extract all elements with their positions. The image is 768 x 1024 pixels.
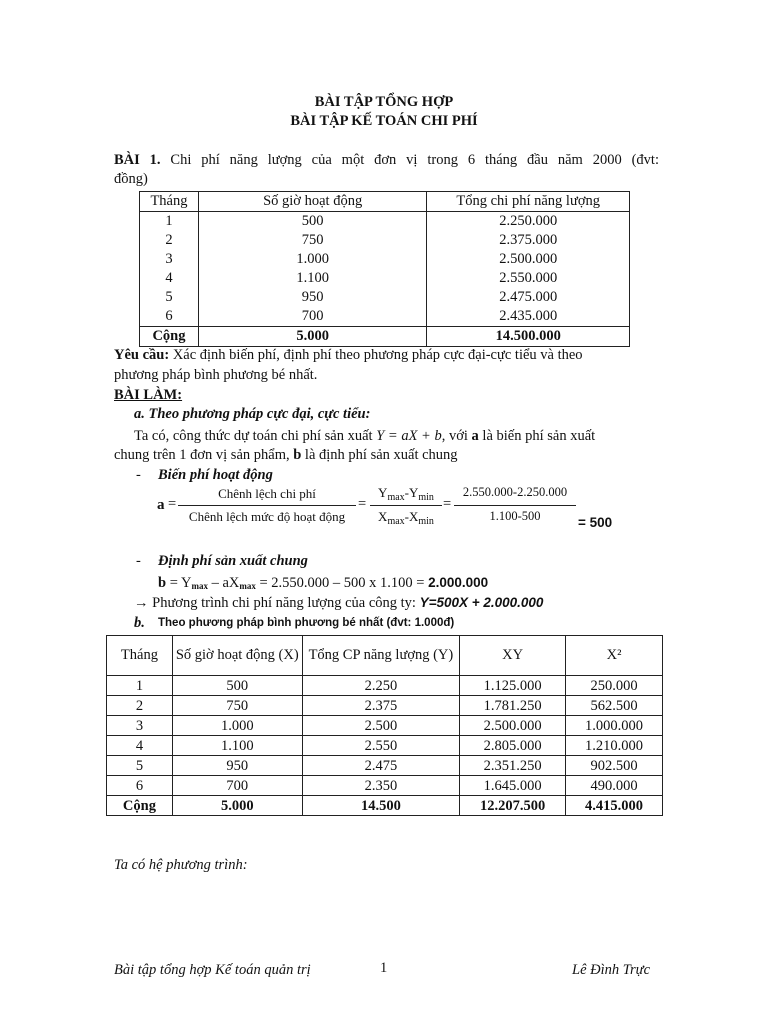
col-header-chiphi: Tổng chi phí năng lượng [427, 192, 630, 212]
table-cell: 1 [140, 212, 199, 232]
frac2-ymin-sub: min [418, 492, 434, 503]
b-result: 2.000.000 [428, 575, 489, 590]
table-cell: 1.100 [198, 269, 426, 288]
total-cell: 14.500 [302, 796, 460, 816]
formula-a-lhs: a [157, 497, 165, 513]
formula-eq-2: = [358, 496, 367, 512]
section-b-heading: Theo phương pháp bình phương bé nhất (đvt: 1.000đ) [158, 617, 455, 629]
table-cell: 2.350 [302, 776, 460, 796]
table-cell: 3 [140, 250, 199, 269]
yeucau-line2: phương pháp bình phương bé nhất. [114, 367, 318, 383]
total-cell: 5.000 [198, 327, 426, 347]
doc-subtitle: BÀI TẬP KẾ TOÁN CHI PHÍ [290, 113, 478, 129]
b-formula-line [158, 575, 488, 592]
table-cell: 750 [172, 696, 302, 716]
formula-eq-3: = [443, 496, 452, 512]
table-cell: 2 [107, 696, 173, 716]
table-cell: 2.375 [302, 696, 460, 716]
para1-line1 [134, 428, 660, 445]
table-row [140, 288, 630, 307]
table-cell: 2.500.000 [427, 250, 630, 269]
total-cell: 14.500.000 [427, 327, 630, 347]
total-cell: 5.000 [172, 796, 302, 816]
table-cell: 5 [140, 288, 199, 307]
frac2-numerator [370, 485, 442, 503]
table-row [107, 676, 663, 696]
para1-text-c: là biến phí sản xuất [478, 428, 596, 444]
frac2-bar [370, 505, 442, 506]
t2-header-y: Tổng CP năng lượng (Y) [302, 636, 460, 676]
table-cell: 1.000 [172, 716, 302, 736]
table-cell: 1.645.000 [460, 776, 566, 796]
table-cell: 4 [140, 269, 199, 288]
dinhphi-heading: Định phí sản xuất chung [158, 553, 308, 569]
total-cell: Cộng [140, 327, 199, 347]
table-cell: 250.000 [566, 676, 663, 696]
table-cell: 2.250.000 [427, 212, 630, 232]
footer-left: Bài tập tổng hợp Kế toán quản trị [114, 962, 311, 978]
para1-line2 [114, 447, 458, 464]
hept-text: Ta có hệ phương trình: [114, 857, 248, 873]
frac2-y: Y [378, 485, 388, 500]
table-cell: 2.375.000 [427, 231, 630, 250]
table-cell: 2.805.000 [460, 736, 566, 756]
bullet-dash-1: - [136, 467, 141, 483]
para1-text-a: Ta có, công thức dự toán chi phí sản xuất [134, 428, 377, 444]
table-cell: 902.500 [566, 756, 663, 776]
bai1-label: BÀI 1. [114, 152, 161, 168]
yeucau-line1 [114, 347, 583, 364]
table-cell: 950 [172, 756, 302, 776]
frac2-xmax-sub: max [387, 516, 405, 527]
table-cell: 500 [198, 212, 426, 232]
table-cell: 5 [107, 756, 173, 776]
table-cell: 3 [107, 716, 173, 736]
t2-header-thang: Tháng [107, 636, 173, 676]
table-cell: 4 [107, 736, 173, 756]
table-cell: 490.000 [566, 776, 663, 796]
table-cell: 6 [107, 776, 173, 796]
table-cell: 2.475 [302, 756, 460, 776]
equation-line [134, 595, 543, 612]
var-a: a [471, 428, 479, 444]
energy-cost-table [139, 191, 630, 347]
bai1-intro-line1 [114, 152, 659, 169]
frac2-xmin-sub: min [418, 516, 434, 527]
table-cell: 950 [198, 288, 426, 307]
table-cell: 1.000 [198, 250, 426, 269]
cost-formula: Y = aX + b [376, 428, 442, 444]
table-cell: 2.550.000 [427, 269, 630, 288]
table-row [140, 212, 630, 232]
table-row [140, 307, 630, 327]
table-cell: 562.500 [566, 696, 663, 716]
table-cell: 2.500.000 [460, 716, 566, 736]
table-row [107, 696, 663, 716]
frac2-x: X [378, 509, 388, 524]
para1-text-b: , với [441, 428, 472, 444]
table-row [140, 231, 630, 250]
table-cell: 1.781.250 [460, 696, 566, 716]
total-cell: Cộng [107, 796, 173, 816]
section-b-label: b. [134, 615, 145, 631]
b-text-3: = 2.550.000 – 500 x 1.100 = [255, 575, 429, 591]
table-cell: 2.550 [302, 736, 460, 756]
b-text-1: = Y [166, 575, 192, 591]
table-cell: 1.000.000 [566, 716, 663, 736]
total-row [107, 796, 663, 816]
frac2-x2: -X [404, 509, 419, 524]
section-a-heading: a. Theo phương pháp cực đại, cực tiểu: [134, 406, 371, 422]
table-cell: 1.100 [172, 736, 302, 756]
formula-eq-1: = [168, 496, 177, 512]
cost-equation: Y=500X + 2.000.000 [419, 595, 544, 610]
frac2-denominator [370, 509, 442, 527]
bailam-heading: BÀI LÀM: [114, 387, 183, 403]
table-cell: 2.351.250 [460, 756, 566, 776]
table-cell: 700 [198, 307, 426, 327]
table-cell: 2.435.000 [427, 307, 630, 327]
col-header-thang: Tháng [140, 192, 199, 212]
table-cell: 750 [198, 231, 426, 250]
t2-header-x2: X² [566, 636, 663, 676]
table-row [107, 736, 663, 756]
frac3-bar [454, 505, 576, 506]
b-var: b [158, 575, 167, 591]
least-squares-table [106, 635, 663, 816]
table-cell: 700 [172, 776, 302, 796]
frac1-denominator: Chênh lệch mức độ hoạt động [188, 509, 346, 524]
arrow-right-icon: → [134, 595, 149, 611]
col-header-gio: Số giờ hoạt động [198, 192, 426, 212]
para2-text-c: là định phí sản xuất chung [301, 447, 458, 463]
para2-text-a: chung trên 1 đơn vị sản phẩm, [114, 447, 294, 463]
frac2-y2: -Y [404, 485, 419, 500]
bullet-dash-2: - [136, 553, 141, 569]
table-row [107, 776, 663, 796]
equation-text: Phương trình chi phí năng lượng của công ty: [148, 595, 420, 611]
yeucau-text: Xác định biến phí, định phí theo phương pháp cực đại-cực tiểu và theo [169, 347, 583, 363]
table-cell: 1 [107, 676, 173, 696]
table-row [140, 269, 630, 288]
table-cell: 6 [140, 307, 199, 327]
b-sub-max2: max [239, 581, 256, 591]
doc-title: BÀI TẬP TỔNG HỢP [314, 94, 454, 110]
yeucau-label: Yêu cầu: [114, 347, 170, 363]
bienphi-heading: Biến phí hoạt động [158, 467, 273, 483]
frac3-numerator: 2.550.000-2.250.000 [462, 485, 568, 499]
table-cell: 500 [172, 676, 302, 696]
page-number: 1 [380, 960, 388, 976]
b-sub-max1: max [191, 581, 208, 591]
table-cell: 2.475.000 [427, 288, 630, 307]
t2-header-xy: XY [460, 636, 566, 676]
frac1-bar [178, 505, 356, 506]
total-cell: 12.207.500 [460, 796, 566, 816]
frac1-numerator: Chênh lệch chi phí [218, 486, 316, 501]
footer-right: Lê Đình Trực [572, 962, 651, 978]
bai1-intro-text: Chi phí năng lượng của một đơn vị trong 6 tháng đầu năm 2000 (đvt: [160, 152, 659, 168]
formula-result: = 500 [578, 515, 613, 530]
table-cell: 2.500 [302, 716, 460, 736]
table-row [140, 250, 630, 269]
table-row [107, 756, 663, 776]
table-row [107, 716, 663, 736]
frac3-denominator: 1.100-500 [489, 509, 541, 523]
bai1-intro-line2: đồng) [114, 171, 148, 187]
var-b: b [293, 447, 302, 463]
table-cell: 2 [140, 231, 199, 250]
total-row [140, 327, 630, 347]
t2-header-x: Số giờ hoạt động (X) [172, 636, 302, 676]
total-cell: 4.415.000 [566, 796, 663, 816]
b-text-2: – aX [207, 575, 240, 591]
table-cell: 1.125.000 [460, 676, 566, 696]
table-cell: 1.210.000 [566, 736, 663, 756]
table-cell: 2.250 [302, 676, 460, 696]
frac2-ymax-sub: max [387, 492, 405, 503]
